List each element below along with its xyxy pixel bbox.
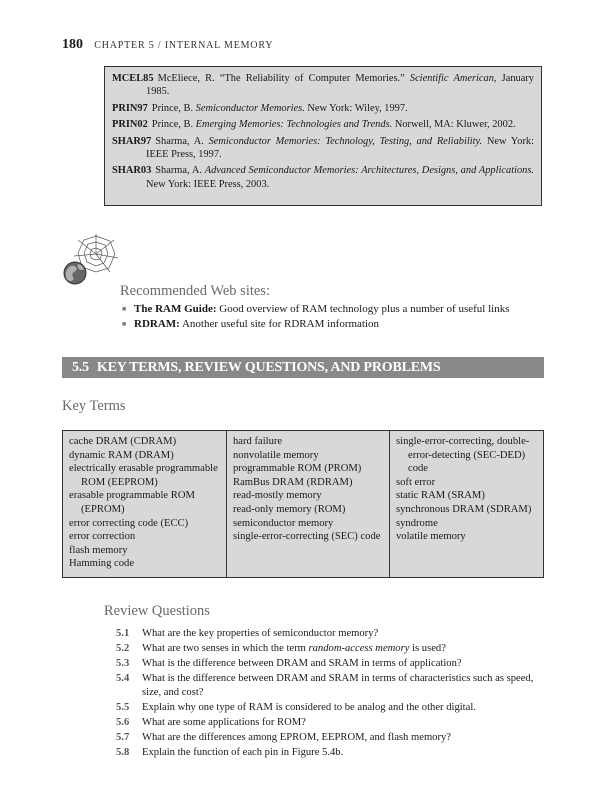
key-term: erasable programmable ROM (EPROM) <box>69 490 195 515</box>
key-term: syndrome <box>396 517 438 529</box>
review-question <box>116 657 546 671</box>
text-run: New York: IEEE Press, 2003. <box>146 178 270 190</box>
review-question <box>116 627 546 641</box>
section-heading <box>62 357 544 378</box>
reference-text <box>146 165 534 189</box>
reference-text <box>152 103 408 114</box>
text-run: What are some applications for ROM? <box>142 717 306 729</box>
text-run: , January 1985. <box>146 73 535 98</box>
key-term: static RAM (SRAM) <box>396 490 485 502</box>
key-term: semiconductor memory <box>233 517 334 529</box>
question-text <box>142 731 546 745</box>
question-number: 5.4 <box>116 673 130 685</box>
key-terms-column <box>63 431 227 577</box>
key-term: programmable ROM (PROM) <box>233 463 362 475</box>
question-number: 5.7 <box>116 732 130 744</box>
text-run: New York: IEEE Press, 1997. <box>146 135 534 161</box>
question-number: 5.8 <box>116 747 130 759</box>
review-question <box>116 642 546 656</box>
question-number: 5.2 <box>116 643 130 655</box>
question-number: 5.3 <box>116 658 130 670</box>
web-site-desc: Another useful site for RDRAM information <box>181 318 380 330</box>
key-term: single-error-correcting (SEC) code <box>233 531 381 543</box>
question-text <box>142 672 546 699</box>
key-term: error correction <box>69 531 136 543</box>
key-term: read-only memory (ROM) <box>233 503 346 515</box>
review-questions-list <box>116 627 546 761</box>
question-text <box>142 642 546 656</box>
web-site-item <box>120 317 509 332</box>
italic-run: Advanced Semiconductor Memories: Architectures, Designs, and Applications. <box>204 165 534 177</box>
review-question <box>116 731 546 745</box>
review-question <box>116 746 546 760</box>
key-term: electrically erasable programmable ROM (EEPROM) <box>69 463 218 488</box>
reference-entry <box>112 102 534 115</box>
italic-run: Semiconductor Memories. <box>195 102 305 114</box>
reference-text <box>152 119 516 130</box>
globe-web-icon <box>60 232 124 288</box>
key-term: flash memory <box>69 544 128 556</box>
key-terms-column <box>227 431 390 577</box>
key-term: synchronous DRAM (SDRAM) <box>396 503 532 515</box>
reference-entry <box>112 72 534 99</box>
reference-entry <box>112 118 534 131</box>
web-site-name[interactable]: The RAM Guide: <box>134 303 217 315</box>
review-questions-title: Review Questions <box>104 603 210 619</box>
italic-run: Semiconductor Memories: Technology, Testing, and Reliability. <box>208 135 483 147</box>
key-term: volatile memory <box>396 531 466 543</box>
key-term: soft error <box>396 476 436 488</box>
question-number: 5.1 <box>116 628 130 639</box>
reference-key: MCEL85 <box>112 73 154 84</box>
question-number: 5.6 <box>116 717 130 729</box>
text-run: Explain the function of each pin in Figure 5.4b. <box>142 747 344 759</box>
section-title: KEY TERMS, REVIEW QUESTIONS, AND PROBLEMS <box>96 360 441 375</box>
key-term: dynamic RAM (DRAM) <box>69 449 174 461</box>
reference-key: PRIN97 <box>112 102 148 114</box>
text-run: McEliece, R. “The Reliability of Computer Memories.” <box>157 73 410 84</box>
italic-run: Scientific American <box>409 73 494 84</box>
text-run: is used? <box>409 643 446 655</box>
text-run: Sharma, A. <box>155 135 209 147</box>
italic-run: random-access memory <box>308 643 410 655</box>
key-terms-column <box>390 431 543 577</box>
reference-key: SHAR03 <box>112 165 152 177</box>
chapter-title: CHAPTER 5 / INTERNAL MEMORY <box>94 40 274 51</box>
question-number: 5.5 <box>116 701 130 713</box>
question-text <box>142 627 546 641</box>
page-header <box>62 36 273 53</box>
web-site-name[interactable]: RDRAM: <box>134 318 180 330</box>
section-number: 5.5 <box>72 360 89 375</box>
question-text <box>142 716 546 730</box>
web-sites-title: Recommended Web sites: <box>120 283 270 299</box>
reference-entry <box>112 164 534 191</box>
question-text <box>142 701 546 715</box>
text-run: Prince, B. <box>151 119 196 131</box>
key-term: read-mostly memory <box>233 490 322 502</box>
reference-key: PRIN02 <box>112 119 148 131</box>
text-run: What is the difference between DRAM and SRAM in terms of characteristics such as speed, size, and cost? <box>142 673 534 698</box>
text-run: What is the difference between DRAM and SRAM in terms of application? <box>142 658 462 670</box>
reference-text <box>146 136 534 160</box>
key-term: error correcting code (ECC) <box>69 517 189 529</box>
reference-entry <box>112 135 534 162</box>
text-run: Prince, B. <box>151 102 196 114</box>
page-number: 180 <box>62 37 83 52</box>
web-sites-list <box>120 302 509 332</box>
key-term: nonvolatile memory <box>233 449 319 461</box>
key-term: RamBus DRAM (RDRAM) <box>233 476 353 488</box>
text-run: New York: Wiley, 1997. <box>304 102 408 114</box>
question-text <box>142 657 546 671</box>
review-question <box>116 701 546 715</box>
key-term: hard failure <box>233 436 283 447</box>
reference-text <box>146 73 534 97</box>
key-terms-title: Key Terms <box>62 398 126 414</box>
review-question <box>116 672 546 699</box>
question-text <box>142 746 546 760</box>
references-box <box>104 66 542 206</box>
web-site-item <box>120 302 509 317</box>
review-question <box>116 716 546 730</box>
key-term: single-error-correcting, double-error-detecting (SEC-DED) code <box>396 436 530 475</box>
web-site-desc: Good overview of RAM technology plus a number of useful links <box>219 303 510 315</box>
text-run: What are the differences among EPROM, EEPROM, and flash memory? <box>142 732 452 744</box>
key-term: Hamming code <box>69 558 135 570</box>
text-run: Norwell, MA: Kluwer, 2002. <box>392 119 516 131</box>
text-run: Sharma, A. <box>155 165 205 177</box>
italic-run: Emerging Memories: Technologies and Trends. <box>195 119 393 131</box>
key-terms-box <box>62 430 544 578</box>
text-run: What are the key properties of semiconductor memory? <box>142 628 379 639</box>
reference-key: SHAR97 <box>112 135 152 147</box>
key-term: cache DRAM (CDRAM) <box>69 436 177 447</box>
text-run: What are two senses in which the term <box>142 643 309 655</box>
text-run: Explain why one type of RAM is considered to be analog and the other digital. <box>142 701 476 713</box>
